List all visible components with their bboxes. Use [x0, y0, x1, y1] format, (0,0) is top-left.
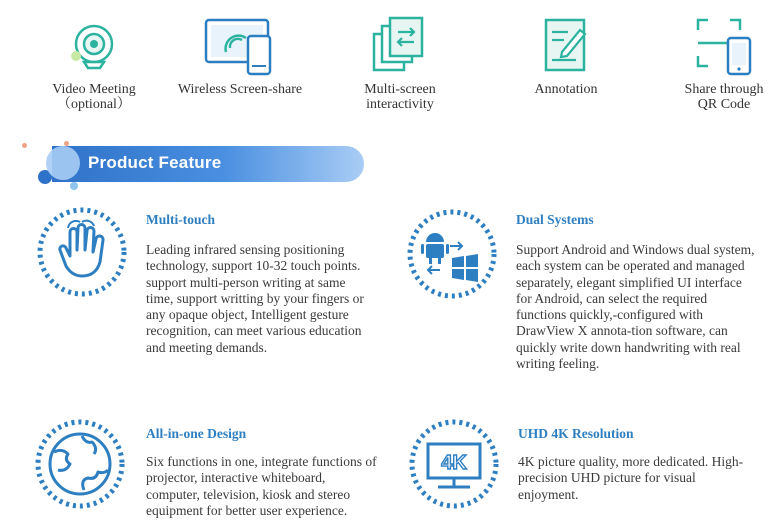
top-feature-label: Share through QR Code: [684, 82, 764, 112]
top-feature-annotation: [496, 0, 636, 97]
decor-dot: [22, 143, 27, 148]
feature-title: UHD 4K Resolution: [518, 426, 634, 441]
decor-dot: [70, 182, 78, 190]
qr-code-icon: [654, 0, 782, 78]
section-title: Product Feature: [88, 153, 222, 172]
dual-system-icon: [406, 208, 498, 305]
hand-touch-icon: [36, 206, 128, 303]
globe-icon: [34, 418, 126, 515]
feature-body: Support Android and Windows dual system, each system can be operated and managed separately, elegant simplified UI interface for Android, can select the required functions quickly,-configured with DrawView X annota-tion software, can quickly write down handwriting with real writing feeling.: [516, 242, 755, 372]
feature-title: Dual Systems: [516, 212, 594, 227]
top-feature-label: Video Meeting （optional）: [52, 82, 136, 112]
top-feature-video-meeting: [24, 0, 164, 112]
4k-monitor-icon: [408, 418, 500, 515]
feature-body: Six functions in one, integrate functions of projector, interactive whiteboard, computer, television, kiosk and stereo equipment for better user experience.: [146, 454, 377, 518]
top-feature-screen-share: [170, 0, 310, 97]
top-feature-label: Annotation: [534, 82, 598, 97]
webcam-icon: [24, 0, 164, 78]
top-feature-label: Wireless Screen-share: [177, 82, 303, 97]
decor-dot: [46, 146, 80, 180]
multi-screen-icon: [330, 0, 470, 78]
top-feature-label: Multi-screen interactivity: [364, 82, 436, 112]
svg-text:4K: 4K: [441, 452, 467, 474]
screen-share-icon: [170, 0, 310, 78]
top-feature-qr-share: [654, 0, 782, 112]
feature-title: All-in-one Design: [146, 426, 247, 441]
feature-body: 4K picture quality, more dedicated. High-precision UHD picture for visual enjoyment.: [518, 454, 744, 502]
feature-body: Leading infrared sensing positioning technology, support 10-32 touch points. support multi-person writing at same time, support writting by your fingers or any opaque object, Intelligent gesture recognition, can meet various education and meeting demands.: [146, 242, 364, 355]
top-feature-multi-screen: [330, 0, 470, 112]
feature-title: Multi-touch: [146, 212, 215, 227]
annotation-icon: [496, 0, 636, 78]
